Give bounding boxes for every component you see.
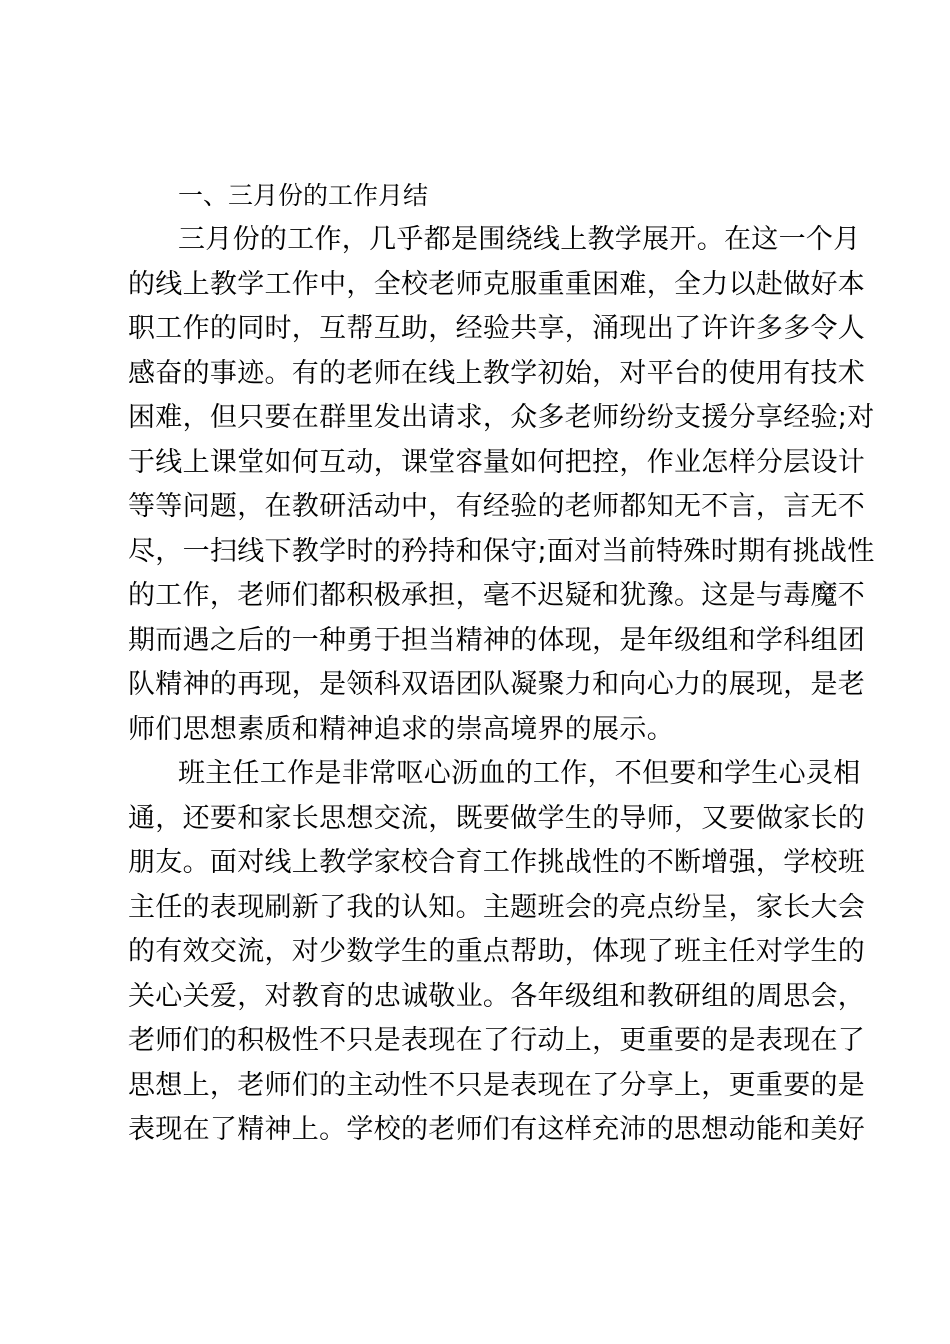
text-line: 班主任工作是非常呕心沥血的工作，不但要和学生心灵相 — [178, 758, 861, 789]
text-line: 尽，一扫线下教学时的矜持和保守;面对当前特殊时期有挑战性 — [128, 535, 875, 567]
section-heading: 一、三月份的工作月结 — [178, 181, 429, 210]
text-line: 队精神的再现，是领科双语团队凝聚力和向心力的展现，是老 — [128, 669, 866, 700]
paragraph-head-teacher-work — [128, 752, 866, 1153]
text-line: 主任的表现刷新了我的认知。主题班会的亮点纷呈，家长大会 — [128, 891, 866, 923]
text-line: 关心关爱，对教育的忠诚敬业。各年级组和教研组的周思会， — [128, 980, 866, 1012]
text-line: 期而遇之后的一种勇于担当精神的体现，是年级组和学科组团 — [128, 624, 866, 656]
text-line: 等等问题，在教研活动中，有经验的老师都知无不言，言无不 — [128, 491, 866, 522]
text-line: 师们思想素质和精神追求的崇高境界的展示。 — [128, 713, 674, 745]
text-line: 通，还要和家长思想交流，既要做学生的导师，又要做家长的 — [128, 802, 866, 834]
text-line: 于线上课堂如何互动，课堂容量如何把控，作业怎样分层设计 — [128, 446, 866, 478]
text-line: 的线上教学工作中，全校老师克服重重困难，全力以赴做好本 — [128, 268, 866, 300]
text-line: 朋友。面对线上教学家校合育工作挑战性的不断增强，学校班 — [128, 847, 866, 878]
text-line: 表现在了精神上。学校的老师们有这样充沛的思想动能和美好 — [128, 1114, 866, 1145]
text-line: 思想上，老师们的主动性不只是表现在了分享上，更重要的是 — [128, 1069, 866, 1101]
text-line: 三月份的工作，几乎都是围绕线上教学展开。在这一个月 — [178, 224, 861, 255]
text-line: 老师们的积极性不只是表现在了行动上，更重要的是表现在了 — [128, 1025, 866, 1056]
text-line: 感奋的事迹。有的老师在线上教学初始，对平台的使用有技术 — [128, 357, 866, 389]
text-line: 的工作，老师们都积极承担，毫不迟疑和犹豫。这是与毒魔不 — [128, 580, 866, 611]
text-line: 困难，但只要在群里发出请求，众多老师纷纷支援分享经验;对 — [128, 402, 875, 433]
text-line: 职工作的同时，互帮互助，经验共享，涌现出了许许多多令人 — [128, 313, 866, 344]
paragraph-march-summary — [128, 218, 875, 752]
text-line: 的有效交流，对少数学生的重点帮助，体现了班主任对学生的 — [128, 936, 866, 967]
